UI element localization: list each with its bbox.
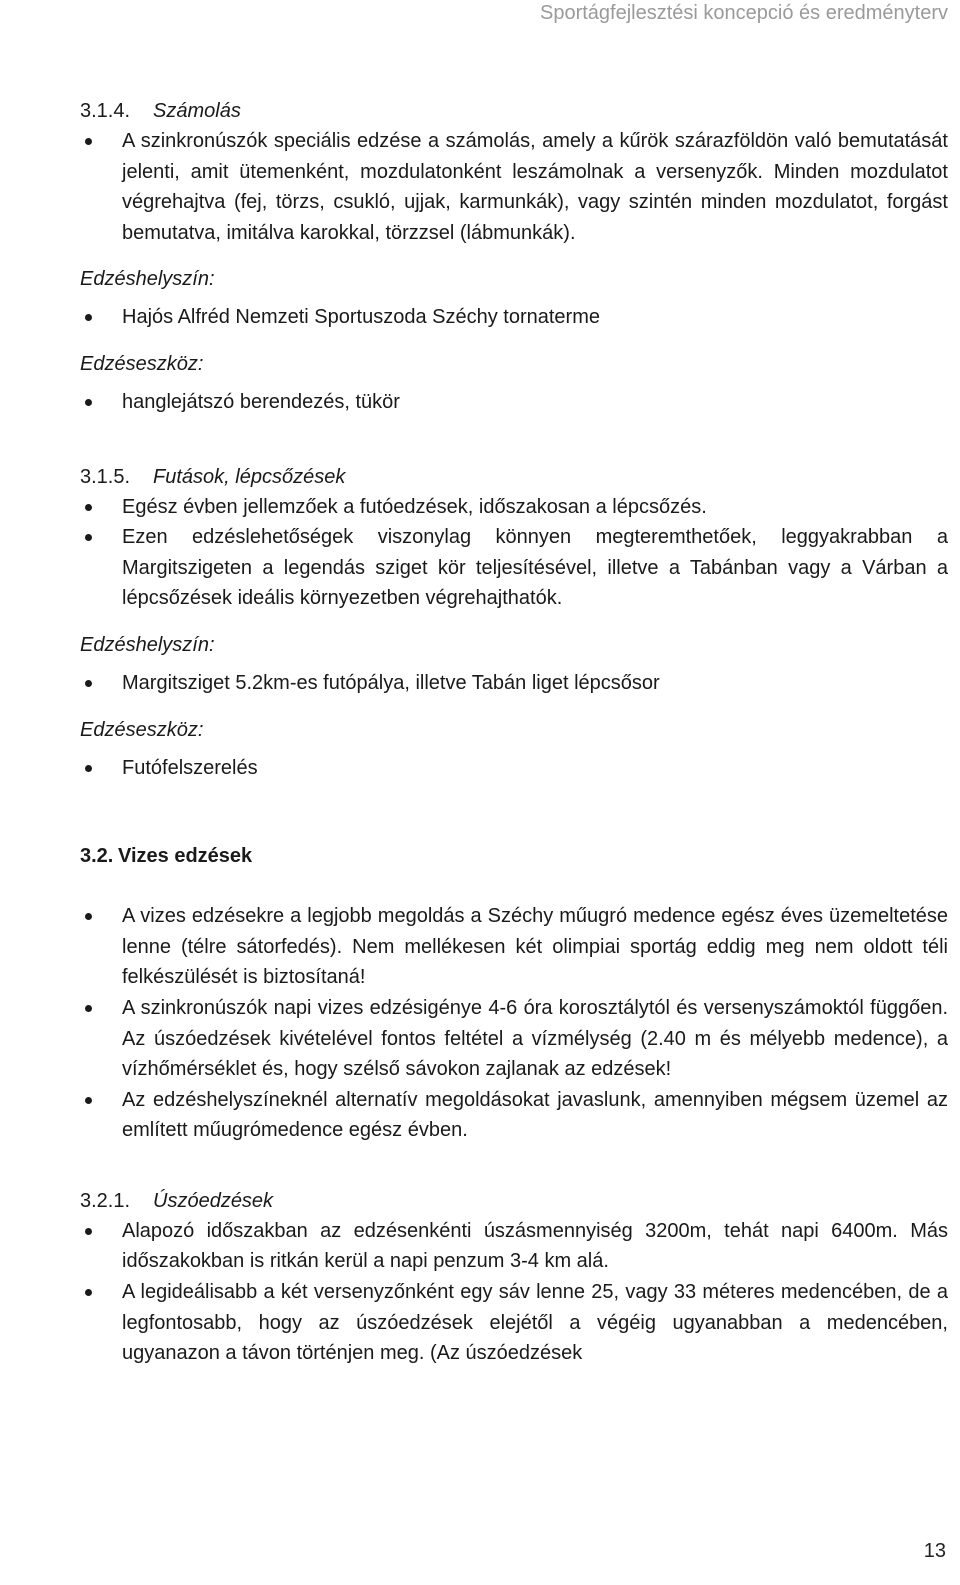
page-number: 13 [923, 1540, 946, 1562]
bullet-list [80, 1216, 948, 1369]
bullet-icon [85, 138, 92, 145]
bullet-icon [85, 680, 92, 687]
bullet-icon [85, 765, 92, 772]
section-heading-3-1-5 [80, 462, 948, 492]
list-item: A szinkronúszók napi vizes edzésigénye 4-6 óra korosztálytól és versenyszámoktól függően. Az úszóedzések kivételével fontos feltétel a vízmélység (2.40 m és mélyebb medence), a vízhőmérséklet és, hogy szélső sávokon zajlanak az edzések! [80, 993, 948, 1085]
list-item: Egész évben jellemzőek a futóedzések, időszakosan a lépcsőzés. [80, 492, 948, 523]
location-list [80, 302, 948, 333]
bullet-icon [85, 1228, 92, 1235]
section-heading-3-1-4 [80, 96, 948, 126]
bullet-icon [85, 1005, 92, 1012]
bullet-list [80, 126, 948, 248]
section-number: 3.2.1. [80, 1189, 131, 1212]
location-list [80, 668, 948, 699]
section-number: 3.1.4. [80, 100, 131, 122]
list-item: Alapozó időszakban az edzésenkénti úszásmennyiség 3200m, tehát napi 6400m. Más időszakokban is ritkán kerül a napi penzum 3-4 km alá. [80, 1216, 948, 1277]
bullet-list [80, 492, 948, 614]
list-item: A legideálisabb a két versenyzőnként egy sáv lenne 25, vagy 33 méteres medencében, de a legfontosabb, hogy az úszóedzések elejétől a végéig ugyanabban a medencében, ugyanazon a távon történjen meg. (Az úszóedzések [80, 1277, 948, 1369]
bullet-icon [85, 913, 92, 920]
location-label: Edzéshelyszín: [80, 268, 215, 291]
equipment-list [80, 387, 948, 418]
list-item: Hajós Alfréd Nemzeti Sportuszoda Széchy tornaterme [80, 302, 948, 333]
list-item: hanglejátszó berendezés, tükör [80, 387, 948, 418]
location-label: Edzéshelyszín: [80, 633, 215, 656]
bullet-icon [85, 399, 92, 406]
section-heading-3-2-1 [80, 1186, 948, 1216]
bullet-icon [85, 1097, 92, 1104]
equipment-list [80, 753, 948, 784]
bullet-icon [85, 314, 92, 321]
bullet-list [80, 901, 948, 1146]
section-title: Számolás [153, 100, 241, 122]
equipment-label: Edzéseszköz: [80, 718, 204, 741]
bullet-icon [85, 1289, 92, 1296]
section-number: 3.2. [80, 845, 114, 868]
list-item: Futófelszerelés [80, 753, 948, 784]
section-title: Vizes edzések [118, 845, 253, 868]
bullet-icon [85, 534, 92, 541]
list-item: A szinkronúszók speciális edzése a számolás, amely a kűrök szárazföldön való bemutatását jelenti, amit ütemenként, mozdulatonként leszámolnak a versenyzők. Minden mozdulatot végrehajtva (fej, törzs, csukló, ujjak, karmunkák), vagy szintén minden mozdulatot, forgást bemutatva, imitálva karokkal, törzzsel (lábmunkák). [80, 126, 948, 248]
equipment-label: Edzéseszköz: [80, 352, 204, 375]
section-heading-3-2 [80, 841, 948, 871]
section-title: Futások, lépcsőzések [153, 465, 346, 488]
list-item: Az edzéshelyszíneknél alternatív megoldásokat javaslunk, amennyiben mégsem üzemel az említett műugrómedence egész évben. [80, 1085, 948, 1146]
running-header: Sportágfejlesztési koncepció és eredményterv [540, 2, 948, 24]
document-body [80, 96, 948, 1369]
list-item: A vizes edzésekre a legjobb megoldás a Széchy műugró medence egész éves üzemeltetése lenne (télre sátorfedés). Nem mellékesen két olimpiai sportág eddig meg nem oldott téli felkészülését is biztosítaná! [80, 901, 948, 993]
list-item: Margitsziget 5.2km-es futópálya, illetve Tabán liget lépcsősor [80, 668, 948, 699]
list-item: Ezen edzéslehetőségek viszonylag könnyen megteremthetőek, leggyakrabban a Margitszigeten a legendás sziget kör teljesítésével, illetve a Tabánban vagy a Várban a lépcsőzések ideális környezetben végrehajthatók. [80, 522, 948, 614]
section-title: Úszóedzések [153, 1189, 274, 1212]
section-number: 3.1.5. [80, 465, 131, 488]
bullet-icon [85, 504, 92, 511]
